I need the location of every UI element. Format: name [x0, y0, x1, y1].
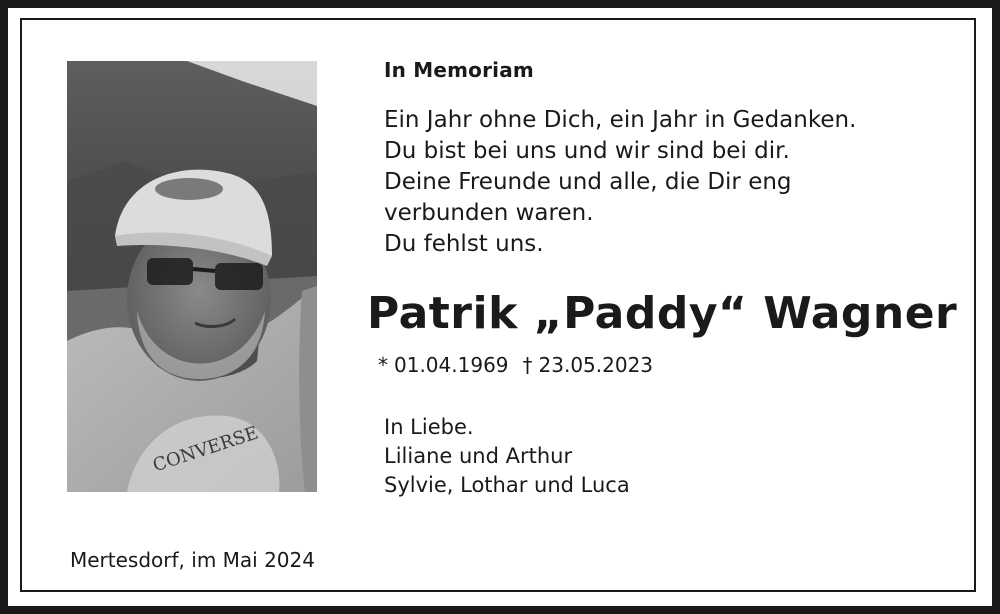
- signoff: [384, 413, 630, 500]
- birth-star-icon: *: [378, 353, 388, 377]
- obituary-notice: [8, 8, 992, 606]
- poem-line: verbunden waren.: [384, 200, 594, 226]
- life-dates: [378, 353, 653, 377]
- deceased-name: Patrik „Paddy“ Wagner: [367, 288, 958, 339]
- header-in-memoriam: In Memoriam: [384, 58, 534, 82]
- memorial-poem: [384, 105, 856, 260]
- signoff-line: Liliane und Arthur: [384, 444, 573, 468]
- poem-line: Deine Freunde und alle, die Dir eng: [384, 169, 792, 195]
- signoff-line: Sylvie, Lothar und Luca: [384, 473, 630, 497]
- signoff-line: In Liebe.: [384, 415, 474, 439]
- death-date: 23.05.2023: [538, 353, 654, 377]
- portrait-photo: [67, 61, 317, 492]
- poem-line: Ein Jahr ohne Dich, ein Jahr in Gedanken.: [384, 107, 857, 133]
- svg-text:CONVERSE: CONVERSE: [150, 422, 261, 477]
- poem-line: Du bist bei uns und wir sind bei dir.: [384, 138, 790, 164]
- birth-date: 01.04.1969: [394, 353, 509, 377]
- death-cross-icon: †: [522, 353, 533, 377]
- place-and-date: Mertesdorf, im Mai 2024: [70, 548, 315, 572]
- poem-line: Du fehlst uns.: [384, 231, 544, 257]
